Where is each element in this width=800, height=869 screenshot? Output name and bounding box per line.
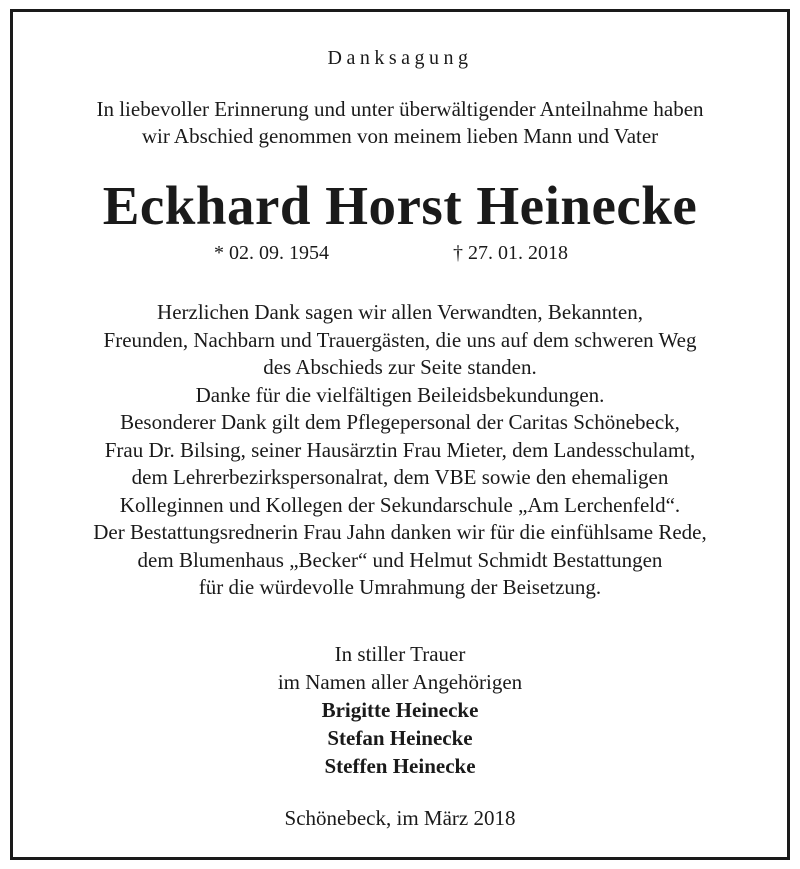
thanks-text xyxy=(13,299,787,602)
birth-date: * 02. 09. 1954 xyxy=(214,242,329,264)
notice-heading: Danksagung xyxy=(327,47,473,69)
intro-line: wir Abschied genommen von meinem lieben Mann und Vater xyxy=(141,124,659,148)
closing-block xyxy=(13,640,787,780)
thanks-line: Herzlichen Dank sagen wir allen Verwandten, Bekannten, xyxy=(157,300,643,324)
thanks-line: Frau Dr. Bilsing, seiner Hausärztin Frau Mieter, dem Landesschulamt, xyxy=(104,437,696,462)
mourner-name: Brigitte Heinecke xyxy=(321,698,479,722)
thanks-line: Kolleginnen und Kollegen der Sekundarschule „Am Lerchenfeld“. xyxy=(119,492,681,517)
thanks-line: des Abschieds zur Seite standen. xyxy=(263,355,537,379)
thanks-line: dem Blumenhaus „Becker“ und Helmut Schmidt Bestattungen xyxy=(137,547,663,572)
thanks-line: dem Lehrerbezirkspersonalrat, dem VBE sowie den ehemaligen xyxy=(131,465,669,489)
place-date: Schönebeck, im März 2018 xyxy=(284,806,516,830)
notice-frame xyxy=(10,9,790,860)
deceased-name: Eckhard Horst Heinecke xyxy=(102,175,698,236)
intro-text xyxy=(13,96,787,150)
thanks-line: Danke für die vielfältigen Beileidsbekundungen. xyxy=(195,382,605,407)
thanks-line: Der Bestattungsrednerin Frau Jahn danken wir für die einfühlsame Rede, xyxy=(93,520,707,544)
thanks-line: für die würdevolle Umrahmung der Beisetzung. xyxy=(198,575,602,599)
thanks-line: Besonderer Dank gilt dem Pflegepersonal der Caritas Schönebeck, xyxy=(120,410,680,434)
closing-line: In stiller Trauer xyxy=(334,642,466,666)
death-date: † 27. 01. 2018 xyxy=(453,242,568,264)
mourner-name: Steffen Heinecke xyxy=(324,754,476,778)
thanks-line: Freunden, Nachbarn und Trauergästen, die uns auf dem schweren Weg xyxy=(103,327,697,352)
closing-line: im Namen aller Angehörigen xyxy=(277,670,523,694)
mourner-name: Stefan Heinecke xyxy=(327,726,473,750)
intro-line: In liebevoller Erinnerung und unter überwältigender Anteilnahme haben xyxy=(96,97,704,121)
